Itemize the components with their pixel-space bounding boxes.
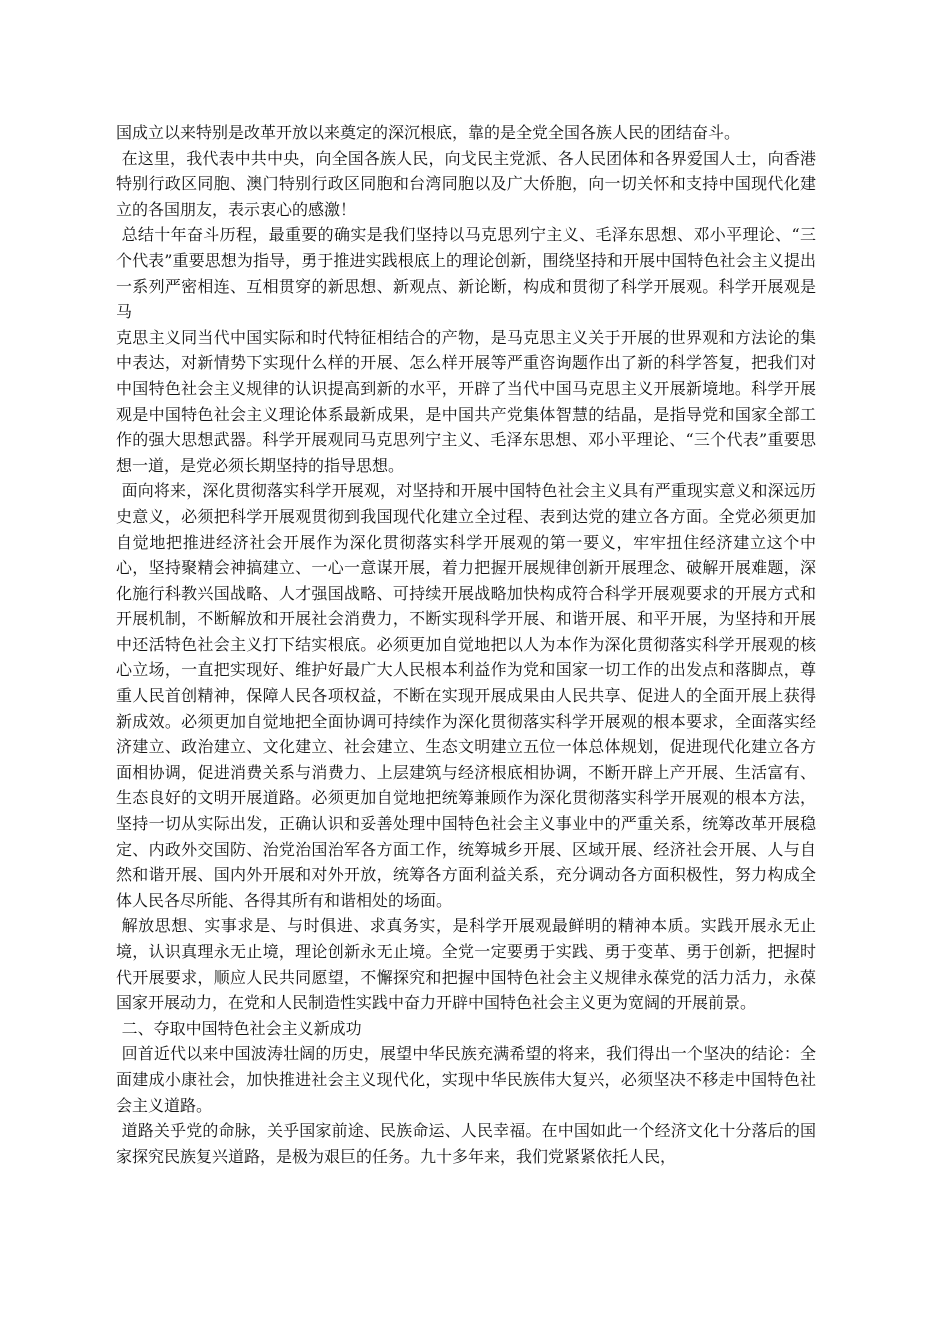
- paragraph-future: 面向将来，深化贯彻落实科学开展观，对坚持和开展中国特色社会主义具有严重现实意义和深远历史意义，必须把科学开展观贯彻到我国现代化建立全过程、表到达党的建立各方面。全党必须更加自觉地把推进经济社会开展作为深化贯彻落实科学开展观的第一要义，牢牢扭住经济建立这个中心，坚持聚精会神搞建立、一心一意谋开展，着力把握开展规律创新开展理念、破解开展难题，深化施行科教兴国战略、人才强国战略、可持续开展战略加快构成符合科学开展观要求的开展方式和开展机制，不断解放和开展社会消费力，不断实现科学开展、和谐开展、和平开展，为坚持和开展中还活特色社会主义打下结实根底。必须更加自觉地把以人为本作为深化贯彻落实科学开展观的核心立场，一直把实现好、维护好最广大人民根本利益作为党和国家一切工作的出发点和落脚点，尊重人民首创精神，保障人民各项权益，不断在实现开展成果由人民共享、促进人的全面开展上获得新成效。必须更加自觉地把全面协调可持续作为深化贯彻落实科学开展观的根本要求，全面落实经济建立、政治建立、文化建立、社会建立、生态文明建立五位一体总体规划，促进现代化建立各方面相协调，促进消费关系与消费力、上层建筑与经济根底相协调，不断开辟上产开展、生活富有、生态良好的文明开展道路。必须更加自觉地把统筹兼顾作为深化贯彻落实科学开展观的根本方法，坚持一切从实际出发，正确认识和妥善处理中国特色社会主义事业中的严重关系，统筹改革开展稳定、内政外交国防、治党治国治军各方面工作，统筹城乡开展、区域开展、经济社会开展、人与自然和谐开展、国内外开展和对外开放，统筹各方面利益关系，充分调动各方面积极性，努力构成全体人民各尽所能、各得其所有和谐相处的场面。: [116, 481, 816, 910]
- paragraph-summary: 总结十年奋斗历程，最重要的确实是我们坚持以马克思列宁主义、毛泽东思想、邓小平理论、“三个代表”重要思想为指导，勇于推进实践根底上的理论创新，围绕坚持和开展中国特色社会主义提出一系列严密相连、互相贯穿的新思想、新观点、新论断，构成和贯彻了科学开展观。科学开展观是马: [116, 225, 816, 322]
- paragraph-scientific-outlook: 克思主义同当代中国实际和时代特征相结合的产物，是马克思主义关于开展的世界观和方法论的集中表达，对新情势下实现什么样的开展、怎么样开展等严重咨询题作出了新的科学答复，把我们对中国特色社会主义规律的认识提高到新的水平，开辟了当代中国马克思主义开展新境地。科学开展观是中国特色社会主义理论体系最新成果，是中国共产党集体智慧的结晶，是指导党和国家全部工作的强大思想武器。科学开展观同马克思列宁主义、毛泽东思想、邓小平理论、“三个代表”重要思想一道，是党必须长期坚持的指导思想。: [116, 327, 816, 475]
- document-body: [116, 120, 816, 1169]
- paragraph-road: 道路关乎党的命脉，关乎国家前途、民族命运、人民幸福。在中国如此一个经济文化十分落后的国家探究民族复兴道路，是极为艰巨的任务。九十多年来，我们党紧紧依托人民，: [116, 1121, 816, 1166]
- section-heading: 二、夺取中国特色社会主义新成功: [121, 1018, 362, 1038]
- paragraph-spirit: 解放思想、实事求是、与时俱进、求真务实，是科学开展观最鲜明的精神本质。实践开展永无止境，认识真理永无止境，理论创新永无止境。全党一定要勇于实践、勇于变革、勇于创新，把握时代开展要求，顺应人民共同愿望，不懈探究和把握中国特色社会主义规律永葆党的活力活力，永葆国家开展动力，在党和人民制造性实践中奋力开辟中国特色社会主义更为宽阔的开展前景。: [116, 916, 816, 1013]
- paragraph-thanks: 在这里，我代表中共中央，向全国各族人民，向戈民主党派、各人民团体和各界爱国人士，向香港特别行政区同胞、澳门特别行政区同胞和台湾同胞以及广大侨胞，向一切关怀和支持中国现代化建立的各国朋友，表示衷心的感激！: [116, 148, 816, 219]
- paragraph-review: 回首近代以来中国波涛壮阔的历史，展望中华民族充满希望的将来，我们得出一个坚决的结论：全面建成小康社会，加快推进社会主义现代化，实现中华民族伟大复兴，必须坚决不移走中国特色社会主义道路。: [116, 1044, 816, 1115]
- paragraph-continuation: 国成立以来特别是改革开放以来奠定的深沉根底，靠的是全党全国各族人民的团结奋斗。: [116, 123, 741, 142]
